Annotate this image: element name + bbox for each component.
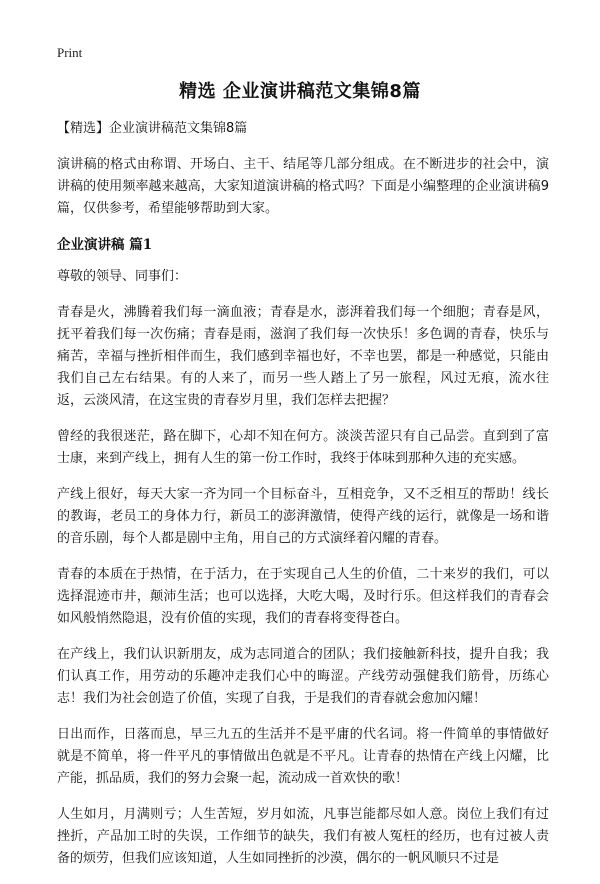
article-body [57, 118, 549, 884]
body-paragraph: 产线上很好，每天大家一齐为同一个目标奋斗，互相竞争，又不乏相互的帮助！线长的教诲，老员工的身体力行，新员工的澎湃激情，使得产线的运行，就像是一场和谐的音乐剧，每个人都是剧中主角，用自己的方式演绎着闪耀的青春。 [57, 487, 549, 546]
greeting-paragraph: 尊敬的领导、同事们： [57, 269, 188, 284]
section-heading: 企业演讲稿 篇1 [57, 237, 153, 253]
print-link[interactable]: Print [57, 45, 83, 60]
body-paragraph: 日出而作，日落而息，早三九五的生活并不是平庸的代名词。将一件简单的事情做好就是不简单，将一件平凡的事情做出色就是不平凡。让青春的热情在产线上闪耀，比产能，抓品质，我们的努力会聚一起，流动成一首欢快的歌！ [57, 727, 549, 786]
page-title: 精选 企业演讲稿范文集锦8篇 [179, 81, 421, 102]
article-subtitle: 【精选】企业演讲稿范文集锦8篇 [57, 121, 248, 136]
body-paragraph: 曾经的我很迷茫，路在脚下，心却不知在何方。淡淡苦涩只有自己品尝。直到到了富士康，来到产线上，拥有人生的第一份工作时，我终于体味到那种久违的充实感。 [57, 429, 549, 466]
body-paragraph: 人生如月，月满则亏；人生苦短，岁月如流，凡事岂能都尽如人意。岗位上我们有过挫折，产品加工时的失误，工作细节的缺失，我们有被人冤枉的经历，也有过被人责备的烦劳，但我们应该知道，人生如同挫折的沙漠，偶尔的一帆风顺只不过是 [57, 807, 549, 866]
intro-paragraph: 演讲稿的格式由称谓、开场白、主干、结尾等几部分组成。在不断进步的社会中，演讲稿的使用频率越来越高，大家知道演讲稿的格式吗？下面是小编整理的企业演讲稿9篇，仅供参考，希望能够帮助到大家。 [57, 157, 549, 216]
body-paragraph: 在产线上，我们认识新朋友，成为志同道合的团队；我们接触新科技，提升自我；我们认真工作，用劳动的乐趣冲走我们心中的晦涩。产线劳动强健我们筋骨，历练心志！我们为社会创造了价值，实现了自我，于是我们的青春就会愈加闪耀！ [57, 647, 549, 706]
body-paragraph: 青春是火，沸腾着我们每一滴血液；青春是水，澎湃着我们每一个细胞；青春是风，抚平着我们每一次伤痛；青春是雨，滋润了我们每一次快乐！多色调的青春，快乐与痛苦，幸福与挫折相伴而生，我们感到幸福也好，不幸也罢，都是一种感觉，只能由我们自己左右结果。有的人来了，而另一些人踏上了另一旅程，风过无痕，流水往返，云淡风清，在这宝贵的青春岁月里，我们怎样去把握？ [57, 305, 549, 408]
body-paragraph: 青春的本质在于热情，在于活力，在于实现自己人生的价值，二十来岁的我们，可以选择混迹市井，颠沛生活；也可以选择，大吃大喝，及时行乐。但这样我们的青春会如风般悄然隐退，没有价值的实现，我们的青春将变得苍白。 [57, 567, 549, 626]
